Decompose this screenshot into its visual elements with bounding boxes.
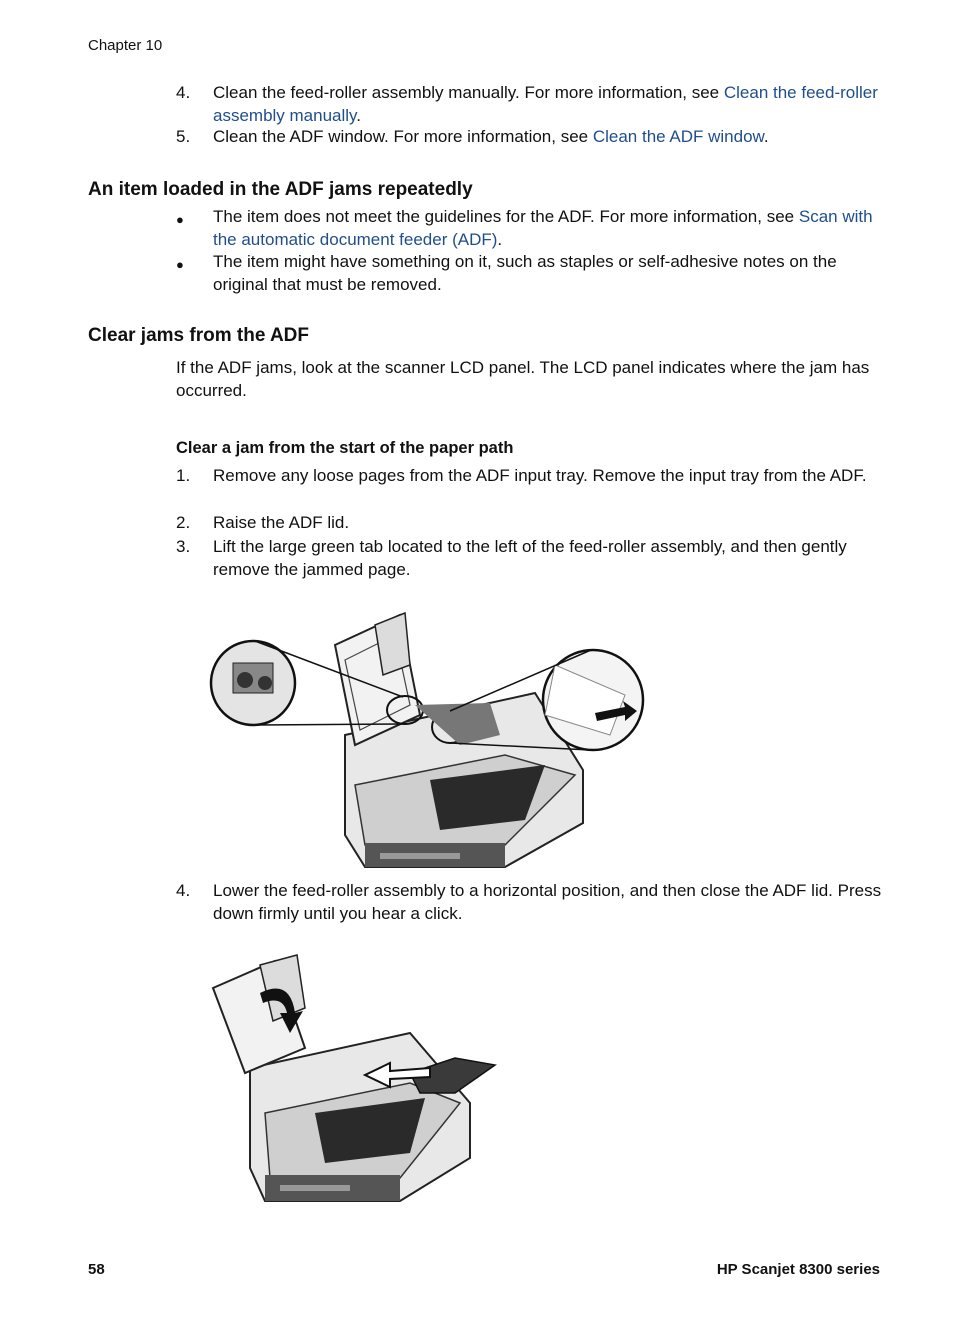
link-clean-adf-window[interactable]: Clean the ADF window [592,127,764,146]
scanner-close-lid-illustration [205,953,500,1205]
scanner-jam-illustration [205,605,650,877]
link-scan-with-adf[interactable]: Scan with the automatic document feeder (ADF) [213,207,873,249]
section-heading-adf-jams-repeatedly: An item loaded in the ADF jams repeatedly [88,179,473,200]
step-3: Lift the large green tab located to the left of the feed-roller assembly, and then gently remove the jammed page. [213,537,847,579]
step-number: 2. [176,513,191,532]
bullet-punct: . [497,229,503,249]
step-text: Clean the feed-roller assembly manually. For more information, see [213,83,724,102]
step-text: Clean the ADF window. For more information, see [213,127,593,146]
step-4: Lower the feed-roller assembly to a horizontal position, and then close the ADF lid. Press down firmly until you hear a click. [213,881,882,923]
bullet-dot: ● [176,257,184,272]
bullet-item [213,206,883,251]
intro-step-4 [213,82,883,127]
step-number: 4. [176,881,191,900]
step-punct: . [356,105,362,125]
section-heading-clear-jams: Clear jams from the ADF [88,325,310,346]
step-number: 5. [176,127,191,146]
step-1: Remove any loose pages from the ADF input tray. Remove the input tray from the ADF. [213,466,867,485]
product-name: HP Scanjet 8300 series [716,1261,880,1278]
chapter-header: Chapter 10 [88,37,163,54]
step-punct: . [763,127,769,146]
step-number: 4. [176,83,191,102]
page-number: 58 [88,1261,105,1278]
step-number: 3. [176,537,191,556]
section2-intro: If the ADF jams, look at the scanner LCD panel. The LCD panel indicates where the jam has occurred. [176,358,870,400]
bullet-item: The item might have something on it, such as staples or self-adhesive notes on the original that must be removed. [213,252,837,294]
link-clean-feed-roller[interactable]: Clean the feed-roller assembly manually [213,83,878,125]
bullet-dot: ● [176,212,184,227]
step-2: Raise the ADF lid. [213,513,350,532]
subheading-start-of-paper-path: Clear a jam from the start of the paper path [176,439,514,457]
bullet-text: The item does not meet the guidelines for the ADF. For more information, see [213,207,799,226]
step-number: 1. [176,466,191,485]
intro-step-5 [213,126,883,149]
